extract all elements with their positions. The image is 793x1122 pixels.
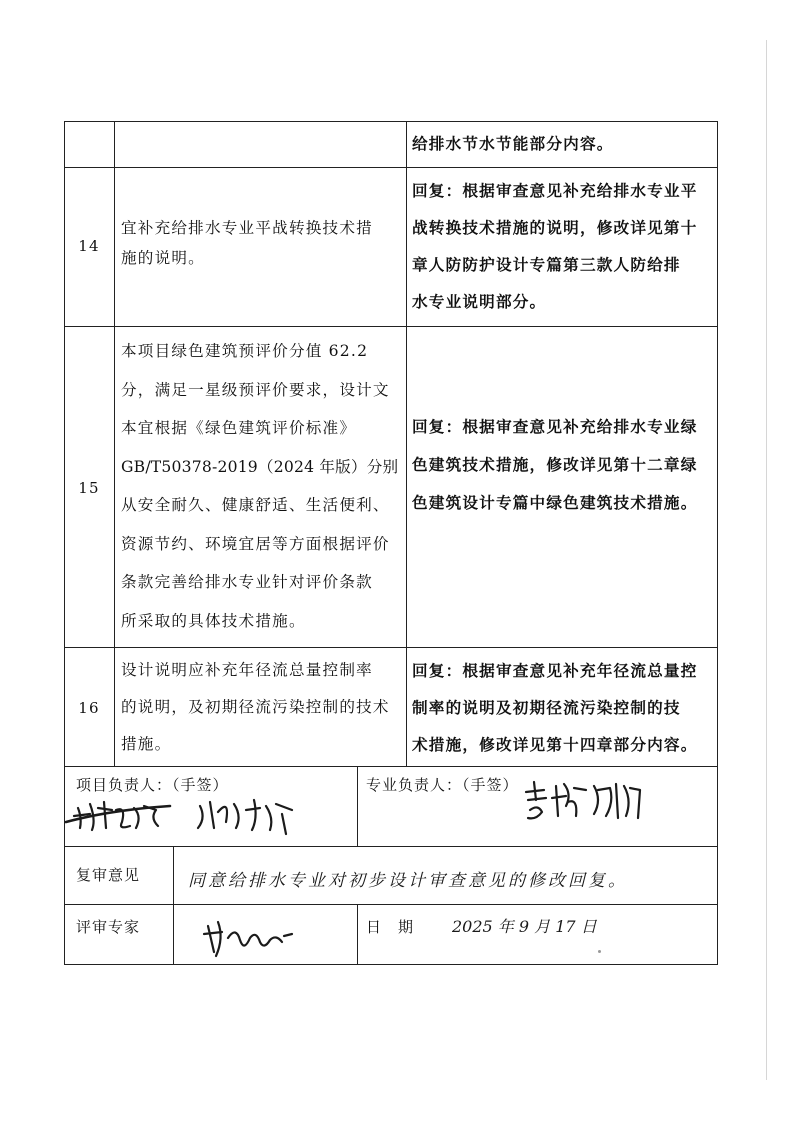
reply-cell bbox=[412, 652, 714, 763]
comment-cell bbox=[121, 214, 403, 273]
table-border-right bbox=[717, 121, 718, 965]
reply-line: 回复：根据审查意见补充给排水专业绿 bbox=[412, 417, 698, 436]
footer-divider-signature bbox=[357, 766, 358, 847]
comment-cell bbox=[121, 332, 403, 640]
comment-line: 的说明，及初期径流污染控制的技术 bbox=[121, 698, 390, 716]
comment-line: 从安全耐久、健康舒适、生活便利、 bbox=[121, 496, 390, 514]
reply-cell bbox=[412, 129, 714, 159]
footer-divider-opinion bbox=[173, 846, 174, 965]
table-rule bbox=[64, 964, 718, 965]
comment-line: 宜补充给排水专业平战转换技术措 bbox=[121, 219, 373, 237]
review-opinion-label: 复审意见 bbox=[76, 866, 141, 884]
date-handwriting: 2025 年 9 月 17 日 bbox=[452, 917, 597, 936]
row-number: 16 bbox=[78, 699, 100, 717]
comment-cell bbox=[121, 652, 403, 763]
table-rule bbox=[64, 167, 718, 168]
table-rule bbox=[64, 904, 718, 905]
project-lead-signature bbox=[60, 788, 340, 840]
table-rule bbox=[64, 121, 718, 122]
comment-line: 分，满足一星级预评价要求，设计文 bbox=[121, 380, 390, 399]
expert-label: 评审专家 bbox=[76, 918, 141, 936]
reply-line: 给排水节水节能部分内容。 bbox=[412, 134, 614, 153]
project-lead-label: 项目负责人：（手签） bbox=[76, 776, 229, 794]
discipline-lead-signature bbox=[520, 776, 660, 832]
reply-line: 战转换技术措施的说明，修改详见第十 bbox=[412, 218, 698, 237]
table-divider-number bbox=[114, 121, 115, 767]
comment-line: 施的说明。 bbox=[121, 248, 205, 267]
comment-line: 资源节约、环境宜居等方面根据评价 bbox=[121, 534, 390, 553]
reply-line: 章人防防护设计专篇第三款人防给排 bbox=[412, 255, 681, 274]
comment-line: 所采取的具体技术措施。 bbox=[121, 611, 306, 630]
reply-line: 回复：根据审查意见补充给排水专业平 bbox=[412, 181, 698, 200]
review-opinion-handwriting: 同意给排水专业对初步设计审查意见的修改回复。 bbox=[188, 871, 628, 891]
row-number: 15 bbox=[78, 479, 100, 497]
comment-line: 措施。 bbox=[121, 735, 172, 753]
reply-cell bbox=[412, 408, 714, 522]
reply-line: 色建筑技术措施，修改详见第十二章绿 bbox=[412, 455, 698, 474]
reply-cell bbox=[412, 172, 714, 320]
comment-line: GB/T50378-2019（2024 年版）分别 bbox=[121, 457, 399, 476]
scan-artifact-line bbox=[766, 40, 767, 1080]
reply-line: 色建筑设计专篇中绿色建筑技术措施。 bbox=[412, 493, 698, 512]
table-divider-reply bbox=[406, 121, 407, 767]
reply-line: 术措施，修改详见第十四章部分内容。 bbox=[412, 735, 698, 754]
reply-line: 制率的说明及初期径流污染控制的技 bbox=[412, 698, 681, 717]
footer-divider-date bbox=[357, 904, 358, 965]
expert-signature bbox=[200, 912, 300, 962]
date-label: 日 期 bbox=[366, 918, 415, 936]
discipline-lead-label: 专业负责人：（手签） bbox=[366, 776, 519, 794]
reply-line: 回复：根据审查意见补充年径流总量控 bbox=[412, 661, 698, 680]
comment-line: 本宜根据《绿色建筑评价标准》 bbox=[121, 419, 357, 437]
comment-line: 条款完善给排水专业针对评价条款 bbox=[121, 573, 373, 591]
table-rule bbox=[64, 846, 718, 847]
comment-line: 本项目绿色建筑预评价分值 62.2 bbox=[121, 342, 369, 360]
scan-artifact-dot bbox=[598, 950, 601, 953]
table-rule bbox=[64, 766, 718, 767]
row-number: 14 bbox=[78, 237, 100, 255]
comment-line: 设计说明应补充年径流总量控制率 bbox=[121, 661, 373, 679]
table-rule bbox=[64, 647, 718, 648]
reply-line: 水专业说明部分。 bbox=[412, 292, 547, 311]
table-rule bbox=[64, 326, 718, 327]
